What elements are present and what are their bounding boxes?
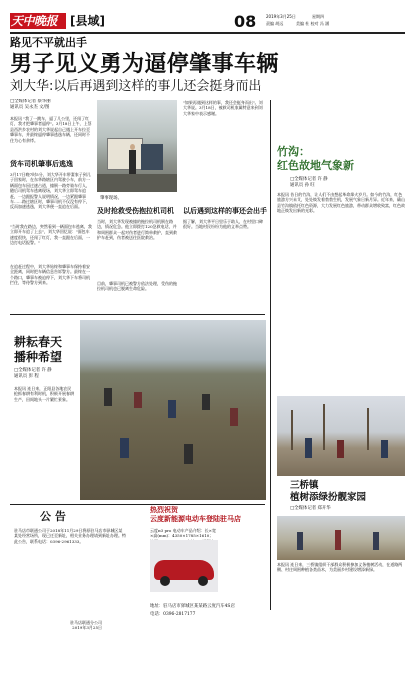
page-number: 08 <box>234 12 257 31</box>
lead-subheadline: 刘大华:以后再遇到这样的事儿还会挺身而出 <box>10 79 262 94</box>
bamboo-body: 本报讯 昔日的竹沟，让人们不由想起革命烽火岁月。如今的竹沟，红色旅游方兴未艾，处处焕发着勃勃生机，发展气象日新月异。近年来，确山县竹沟镇依托红色资源，大力发展红色旅游，带动群众增收致富，红色故地正焕发出新的光彩。 <box>277 192 405 214</box>
lead-body-col2b: 目前，肇事司机已被警方依法处理，受伤的拖拉机司机也已脱离生命危险。 <box>97 281 177 292</box>
header-date: 2019年3月25日 <box>266 14 296 19</box>
ad-title: 热烈祝贺 云度新能源电动车登陆驻马店 <box>150 506 241 523</box>
ad-phone: 电话：0396-2817177 <box>150 612 196 617</box>
notice-signature: 驻马店联通分公司 2019年3月25日 <box>70 620 102 631</box>
lead-byline: □全媒体记者 蔡华丽 通讯员 吴永杰 文/图 <box>10 99 51 110</box>
lead-headline: 男子见义勇为逼停肇事车辆 <box>10 52 279 77</box>
masthead-rule <box>10 32 405 34</box>
notice-body: 驻马店市联通公司于2018年11月29日将原驻马店市驿城区某某处经营场所，现已迁至新址，相关业务办理请到新址办理。特此公告，联系电话：0396-2961333。 <box>14 528 126 544</box>
electric-car-photo <box>150 540 218 592</box>
lead-body-col3: "如果再遇到这样的事，我还会挺身而出"。刘大华说。3月18日，被救司机家属特意来到刘大华家中表示感谢。 <box>183 100 263 116</box>
ad-body: 云度π3 pro 电动车产品介绍：长×宽×高(mm)：4350×1785×1610； <box>150 528 216 539</box>
accident-scene-photo <box>97 100 177 192</box>
lead-body-col2: 当时，刘大华发现被撞的拖拉机司机倒在路边，情况危急。他立即拨打120急救电话，并和周围群众一起对伤者进行简单救护，直到救护车赶到，伤者被送往医院救治。 <box>97 219 177 241</box>
ad-address: 地址：驻马店市驿城区某某路云度汽车4S店 <box>150 604 235 609</box>
bottom-section-rule <box>10 504 265 505</box>
lead-subhead-3: 以后遇到这样的事还会出手 <box>183 207 267 215</box>
header-editor: 责编 胡远 <box>266 21 284 26</box>
lead-body-col1d: 在追赶过程中，刘大华始终和肇事车保持着安全距离，同时把车辆信息告诉警方。最终在一个路口，肇事车被迫停下，刘大华下车将司机拦住，等待警方到来。 <box>10 264 90 286</box>
bamboo-headline: 竹沟： 红色故地气象新 <box>277 145 354 172</box>
tree-headline: 三桥镇 植树添绿扮靓家园 <box>290 480 367 503</box>
tree-body: 本报讯 连日来，三桥镇组织干部群众积极参加义务植树活动，在道路两侧、村庄周围种植各类苗木，为美丽乡村建设增添新绿。 <box>277 562 403 573</box>
lead-body-col1b: 3月17日晚7时5分，刘大华开车带妻家子到儿子回家时，在东华路辖区内驾驶小车，前方一辆面包车因过速占道，撞倒一路旁骑车行人，随后司机驾车逃离现场，刘大华立即驾车追赶，一边跟报警人说明情况，一边紧跟肇事车……路过辖区时，肇事司机不仅没有停下，反而加速逃逸，刘大华便一直追在后面。 <box>10 172 91 210</box>
farming-body: 本报讯 连日来，正阳县各地农民抢抓春耕有利时机，积极开展春耕生产，田间地头一片繁忙景象。 <box>14 386 74 402</box>
lead-body-col3b: 据了解，刘大华平日里乐于助人，在村里口碑很好。当地村民纷纷为他的义举点赞。 <box>183 219 263 230</box>
tree-planting-photo <box>277 396 405 476</box>
lead-body-col1c: "当时我在路边，突然看到一辆面包车逃离，我立即开车追了上去"，刘大华回忆说："面包车速度很快，还闯了红灯，我一直跟在后面，一边打电话报警。" <box>10 224 92 246</box>
lead-kicker: 路见不平就出手 <box>10 36 87 49</box>
lead-subhead-1: 货车司机肇事后逃逸 <box>10 160 73 168</box>
lead-subhead-2: 及时抢救受伤抱拉机司机 <box>97 207 174 215</box>
header-weekday: 星期四 <box>312 14 324 19</box>
tree-planting-photo-2 <box>277 516 405 560</box>
farming-byline: □全媒体记者 许 静 通讯员 彭 程 <box>14 368 52 379</box>
tree-byline: □全媒体记者 郑开华 <box>290 506 331 511</box>
section-label: [县域] <box>70 14 105 28</box>
farming-photo <box>80 320 266 500</box>
masthead-title: 天中晚报 <box>11 14 58 28</box>
farming-headline: 耕耘春天 播种希望 <box>14 335 63 364</box>
farming-top-rule <box>10 314 265 315</box>
header-team: 美编 杜 校对 冯 涵 <box>296 21 330 26</box>
bamboo-byline: □全媒体记者 许 静 通讯员 孙 旺 <box>290 177 328 188</box>
notice-title: 公 告 <box>40 510 66 523</box>
column-divider-right <box>270 100 271 610</box>
photo-caption: 肇事现场。 <box>100 196 122 201</box>
lead-body-col1: 本报讯 "我了一跳车，逼了几公里，还闯了红灯，我才把肇事者逼停"。3月18日上午，上蔡县西洪乡农村的刘大华说起自己遇上开车拉至肇事车，并最终逼停肇事逃逸车辆，还同时不住为心有余悸。 <box>10 116 92 143</box>
